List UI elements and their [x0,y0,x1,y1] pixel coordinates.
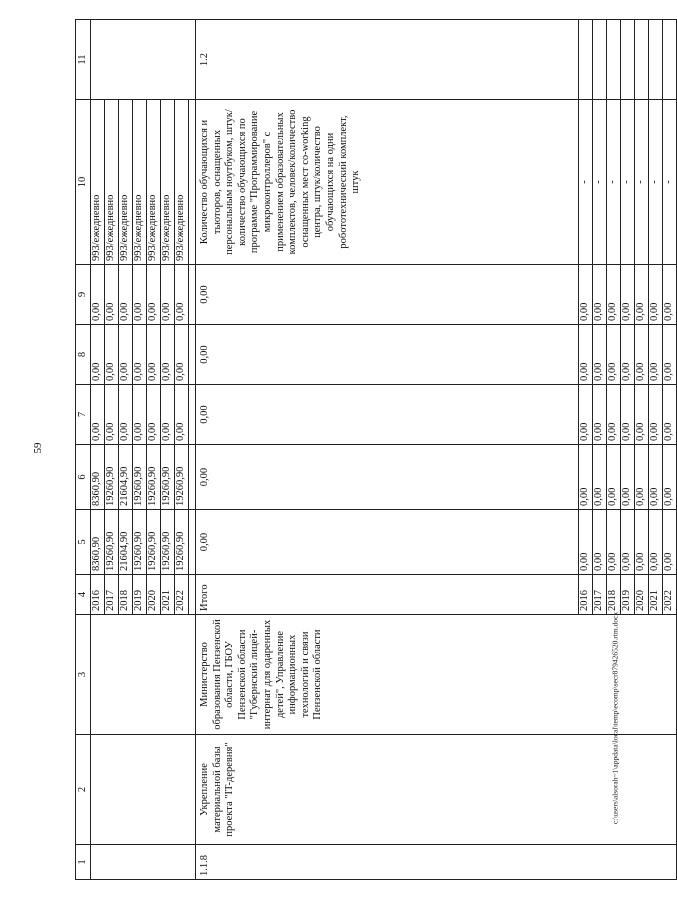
amount-cell: 8360,90 [91,510,105,575]
year-cell: 2022 [663,575,677,615]
year-cell: 2016 [91,575,105,615]
amount-cell: 0,00 [105,265,119,325]
indicator-cell: 993/ежедневно [133,100,147,265]
year-cell: 2016 [579,575,593,615]
amount-cell: 0,00 [91,325,105,385]
amount-cell: 0,00 [593,385,607,445]
indicator-cell: 993/ежедневно [147,100,161,265]
amount-cell: 0,00 [119,385,133,445]
amount-cell: 0,00 [91,385,105,445]
amount-cell: 0,00 [593,445,607,510]
amount-cell: 0,00 [147,325,161,385]
indicator-cell: - [635,100,649,265]
col-number: 7 [76,385,91,445]
amount-cell: 0,00 [133,325,147,385]
program-table [75,19,677,880]
empty-cell [635,20,649,100]
amount-cell: 19260,90 [105,510,119,575]
amount-cell: 0,00 [579,445,593,510]
empty-cell [189,510,196,575]
amount-cell: 0,00 [175,265,189,325]
empty-cell [189,385,196,445]
amount-cell: 0,00 [635,265,649,325]
year-cell: 2021 [161,575,175,615]
col11-value: 1.2 [196,20,579,100]
empty-cell [663,20,677,100]
amount-cell: 19260,90 [161,445,175,510]
indicator-cell: 993/ежедневно [175,100,189,265]
col-number: 3 [76,615,91,735]
col11-empty [91,20,196,100]
amount-cell: 8360,90 [91,445,105,510]
amount-cell: 0,00 [621,325,635,385]
amount-cell: 0,00 [133,265,147,325]
col-number: 10 [76,100,91,265]
amount-cell: 0,00 [579,385,593,445]
amount-cell: 0,00 [607,510,621,575]
col-number: 9 [76,265,91,325]
indicator-cell: 993/ежедневно [91,100,105,265]
amount-cell: 0,00 [175,325,189,385]
year-cell: 2017 [593,575,607,615]
amount-cell: 0,00 [663,265,677,325]
col-number: 1 [76,845,91,880]
amount-cell: 0,00 [649,445,663,510]
file-path-footer: c:\users\alsorah~1\appdata\local\temp\ecomp\secr879426520.rtm.docx [610,611,620,825]
amount-cell: 21604,90 [119,510,133,575]
amount-cell: 19260,90 [105,445,119,510]
item-name: Укрепление материальной базы проекта "IT-деревня" [196,735,677,845]
amount-cell: 0,00 [196,265,579,325]
amount-cell: 0,00 [649,385,663,445]
table-row [91,20,105,880]
empty-cell [607,20,621,100]
col-number: 4 [76,575,91,615]
page-number: 59 [32,442,44,454]
amount-cell: 0,00 [161,385,175,445]
amount-cell: 0,00 [607,265,621,325]
indicator-cell: 993/ежедневно [105,100,119,265]
indicator-cell: 993/ежедневно [119,100,133,265]
empty-cell [649,20,663,100]
amount-cell: 19260,90 [161,510,175,575]
empty-cell [189,575,196,615]
year-cell: 2019 [621,575,635,615]
year-cell: 2018 [607,575,621,615]
indicator-cell: - [607,100,621,265]
empty-cell [189,265,196,325]
amount-cell: 0,00 [635,445,649,510]
amount-cell: 0,00 [196,510,579,575]
indicator-cell: - [663,100,677,265]
amount-cell: 0,00 [196,325,579,385]
amount-cell: 0,00 [635,510,649,575]
col2-empty [91,735,196,845]
empty-cell [189,100,196,265]
amount-cell: 19260,90 [133,510,147,575]
amount-cell: 0,00 [105,325,119,385]
amount-cell: 0,00 [649,325,663,385]
amount-cell: 0,00 [607,325,621,385]
indicator-cell: - [621,100,635,265]
amount-cell: 0,00 [663,325,677,385]
column-number-row [76,20,91,880]
amount-cell: 0,00 [119,265,133,325]
amount-cell: 0,00 [663,445,677,510]
amount-cell: 0,00 [621,265,635,325]
amount-cell: 19260,90 [175,510,189,575]
amount-cell: 0,00 [607,385,621,445]
amount-cell: 0,00 [175,385,189,445]
year-cell: 2019 [133,575,147,615]
empty-cell [189,325,196,385]
amount-cell: 0,00 [635,385,649,445]
amount-cell: 0,00 [593,325,607,385]
amount-cell: 0,00 [161,265,175,325]
indicator-cell: - [579,100,593,265]
col-number: 11 [76,20,91,100]
year-cell: 2020 [147,575,161,615]
amount-cell: 0,00 [119,325,133,385]
amount-cell: 0,00 [91,265,105,325]
amount-cell: 0,00 [663,385,677,445]
amount-cell: 0,00 [105,385,119,445]
amount-cell: 0,00 [147,265,161,325]
amount-cell: 19260,90 [147,510,161,575]
col3-empty [91,615,196,735]
amount-cell: 21604,90 [119,445,133,510]
total-label: Итого [196,575,579,615]
amount-cell: 0,00 [196,445,579,510]
indicator-cell: - [649,100,663,265]
amount-cell: 19260,90 [133,445,147,510]
year-cell: 2017 [105,575,119,615]
amount-cell: 0,00 [133,385,147,445]
col-number: 2 [76,735,91,845]
indicator-cell: 993/ежедневно [161,100,175,265]
col1-empty [91,845,196,880]
empty-cell [621,20,635,100]
year-cell: 2020 [635,575,649,615]
item-executors: Министерство образования Пензенской области, ГБОУ Пензенской области "Губернский лицей-интернат для одаренных детей", Управление информационных технологий и связи Пензенской области [196,615,677,735]
amount-cell: 0,00 [593,510,607,575]
amount-cell: 19260,90 [175,445,189,510]
amount-cell: 0,00 [621,510,635,575]
amount-cell: 0,00 [621,445,635,510]
indicator-cell: - [593,100,607,265]
empty-cell [593,20,607,100]
item-number: 1.1.8 [196,845,677,880]
table-row-total [196,20,579,880]
amount-cell: 0,00 [196,385,579,445]
empty-cell [189,445,196,510]
item-indicator: Количество обучающихся и тьюторов, оснащенных персональным ноутбуком, штук/количество обучающихся по программе "Программирование микроконтроллеров" с применением образовательных комплектов, человек/количество оснащенных мест co-working центра, штук/количество обучающихся на одни робототехнический комплект, штук [196,100,579,265]
amount-cell: 0,00 [579,510,593,575]
amount-cell: 0,00 [649,510,663,575]
year-cell: 2021 [649,575,663,615]
amount-cell: 0,00 [607,445,621,510]
amount-cell: 0,00 [663,510,677,575]
amount-cell: 0,00 [161,325,175,385]
amount-cell: 0,00 [649,265,663,325]
col-number: 8 [76,325,91,385]
amount-cell: 0,00 [147,385,161,445]
year-cell: 2022 [175,575,189,615]
amount-cell: 0,00 [635,325,649,385]
amount-cell: 0,00 [579,265,593,325]
col-number: 5 [76,510,91,575]
amount-cell: 0,00 [593,265,607,325]
year-cell: 2018 [119,575,133,615]
amount-cell: 19260,90 [147,445,161,510]
empty-cell [579,20,593,100]
amount-cell: 0,00 [621,385,635,445]
amount-cell: 0,00 [579,325,593,385]
col-number: 6 [76,445,91,510]
